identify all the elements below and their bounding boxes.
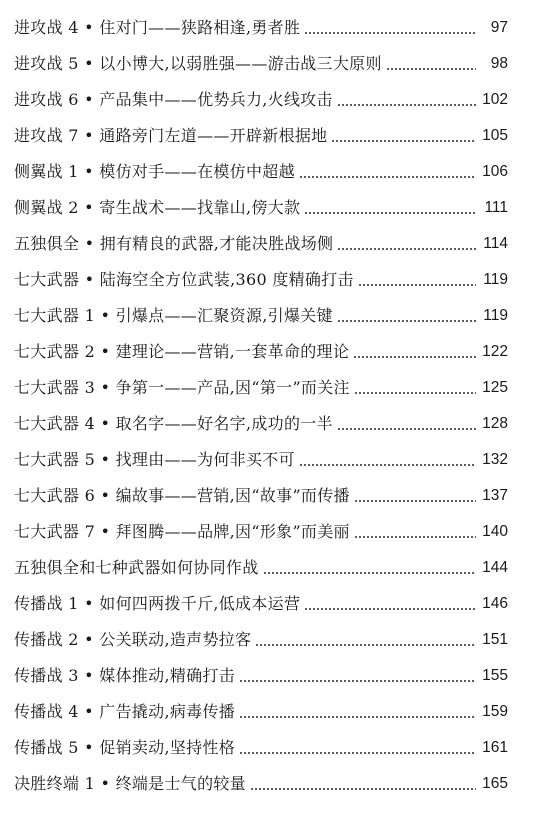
toc-entry-page: 140 bbox=[482, 523, 508, 540]
toc-entry-page: 97 bbox=[490, 19, 508, 36]
dot-leader bbox=[239, 715, 476, 719]
toc-entry[interactable] bbox=[14, 686, 508, 722]
toc-entry-page: 151 bbox=[482, 631, 508, 648]
toc-entry[interactable] bbox=[14, 38, 508, 74]
toc-entry-title: 传播战 3 • 媒体推动,精确打击 bbox=[14, 666, 236, 685]
dot-leader bbox=[354, 499, 476, 503]
toc-entry[interactable] bbox=[14, 398, 508, 434]
dot-leader bbox=[263, 571, 476, 575]
toc-entry-page: 146 bbox=[482, 595, 508, 612]
toc-entry-page: 122 bbox=[482, 343, 508, 360]
toc-entry-title: 七大武器 2 • 建理论——营销,一套革命的理论 bbox=[14, 342, 350, 361]
toc-entry-title: 决胜终端 1 • 终端是士气的较量 bbox=[14, 774, 246, 793]
dot-leader bbox=[304, 607, 476, 611]
toc-entry[interactable] bbox=[14, 434, 508, 470]
dot-leader bbox=[239, 679, 476, 683]
toc-entry[interactable] bbox=[14, 614, 508, 650]
toc-entry[interactable] bbox=[14, 362, 508, 398]
toc-entry-title: 侧翼战 2 • 寄生战术——找靠山,傍大款 bbox=[14, 198, 301, 217]
dot-leader bbox=[299, 175, 476, 179]
toc-entry-title: 七大武器 3 • 争第一——产品,因“第一”而关注 bbox=[14, 378, 350, 397]
toc-entry[interactable] bbox=[14, 290, 508, 326]
toc-entry[interactable] bbox=[14, 578, 508, 614]
toc-entry-page: 119 bbox=[483, 307, 508, 324]
toc-entry-page: 105 bbox=[482, 127, 508, 144]
toc-entry-title: 七大武器 1 • 引爆点——汇聚资源,引爆关键 bbox=[14, 306, 333, 325]
toc-entry[interactable] bbox=[14, 74, 508, 110]
toc-entry-title: 七大武器 5 • 找理由——为何非买不可 bbox=[14, 450, 295, 469]
toc-entry-title: 五独俱全和七种武器如何协同作战 bbox=[14, 558, 259, 577]
toc-entry-title: 传播战 4 • 广告撬动,病毒传播 bbox=[14, 702, 236, 721]
dot-leader bbox=[354, 391, 476, 395]
toc-entry[interactable] bbox=[14, 326, 508, 362]
dot-leader bbox=[299, 463, 476, 467]
dot-leader bbox=[337, 247, 476, 251]
dot-leader bbox=[354, 535, 476, 539]
toc-entry-title: 传播战 2 • 公关联动,造声势拉客 bbox=[14, 630, 252, 649]
toc-entry-title: 传播战 1 • 如何四两拨千斤,低成本运营 bbox=[14, 594, 301, 613]
toc-entry-page: 132 bbox=[482, 451, 508, 468]
toc-entry[interactable] bbox=[14, 758, 508, 794]
dot-leader bbox=[239, 751, 476, 755]
dot-leader bbox=[304, 211, 476, 215]
dot-leader bbox=[331, 139, 476, 143]
toc-entry[interactable] bbox=[14, 182, 508, 218]
toc-entry-page: 137 bbox=[482, 487, 508, 504]
toc-entry[interactable] bbox=[14, 2, 508, 38]
toc-entry[interactable] bbox=[14, 470, 508, 506]
toc-entry-title: 进攻战 6 • 产品集中——优势兵力,火线攻击 bbox=[14, 90, 333, 109]
dot-leader bbox=[255, 643, 476, 647]
dot-leader bbox=[386, 67, 476, 71]
toc-entry-page: 125 bbox=[482, 379, 508, 396]
toc-entry-page: 155 bbox=[482, 667, 508, 684]
toc-entry[interactable] bbox=[14, 254, 508, 290]
toc-entry-title: 五独俱全 • 拥有精良的武器,才能决胜战场侧 bbox=[14, 234, 334, 253]
toc-entry-page: 128 bbox=[482, 415, 508, 432]
toc-entry[interactable] bbox=[14, 542, 508, 578]
toc-entry-title: 进攻战 5 • 以小博大,以弱胜强——游击战三大原则 bbox=[14, 54, 382, 73]
toc-entry-title: 七大武器 6 • 编故事——营销,因“故事”而传播 bbox=[14, 486, 350, 505]
dot-leader bbox=[353, 355, 476, 359]
dot-leader bbox=[337, 103, 476, 107]
toc-entry[interactable] bbox=[14, 146, 508, 182]
toc-entry-page: 161 bbox=[482, 739, 508, 756]
toc-entry-page: 111 bbox=[484, 199, 508, 216]
toc-entry-page: 106 bbox=[482, 163, 508, 180]
toc-entry-title: 传播战 5 • 促销卖动,坚持性格 bbox=[14, 738, 236, 757]
dot-leader bbox=[304, 31, 476, 35]
toc-entry-page: 165 bbox=[482, 775, 508, 792]
toc-entry-page: 98 bbox=[490, 55, 508, 72]
toc-entry-title: 侧翼战 1 • 模仿对手——在模仿中超越 bbox=[14, 162, 295, 181]
toc-entry-title: 进攻战 7 • 通路旁门左道——开辟新根据地 bbox=[14, 126, 328, 145]
toc-entry-page: 114 bbox=[483, 235, 508, 252]
toc-entry[interactable] bbox=[14, 218, 508, 254]
dot-leader bbox=[337, 427, 476, 431]
toc-entry-page: 119 bbox=[483, 271, 508, 288]
toc-entry-title: 进攻战 4 • 住对门——狭路相逢,勇者胜 bbox=[14, 18, 301, 37]
toc-entry[interactable] bbox=[14, 506, 508, 542]
toc-entry-title: 七大武器 4 • 取名字——好名字,成功的一半 bbox=[14, 414, 333, 433]
toc-entry-page: 159 bbox=[482, 703, 508, 720]
dot-leader bbox=[250, 787, 476, 791]
toc-entry[interactable] bbox=[14, 110, 508, 146]
toc-entry-title: 七大武器 7 • 拜图腾——品牌,因“形象”而美丽 bbox=[14, 522, 350, 541]
toc-entry-page: 102 bbox=[482, 91, 508, 108]
toc-entry-title: 七大武器 • 陆海空全方位武装,360 度精确打击 bbox=[14, 270, 354, 289]
toc-entry[interactable] bbox=[14, 650, 508, 686]
dot-leader bbox=[337, 319, 476, 323]
toc-entry-page: 144 bbox=[482, 559, 508, 576]
toc-entry[interactable] bbox=[14, 722, 508, 758]
dot-leader bbox=[358, 283, 476, 287]
